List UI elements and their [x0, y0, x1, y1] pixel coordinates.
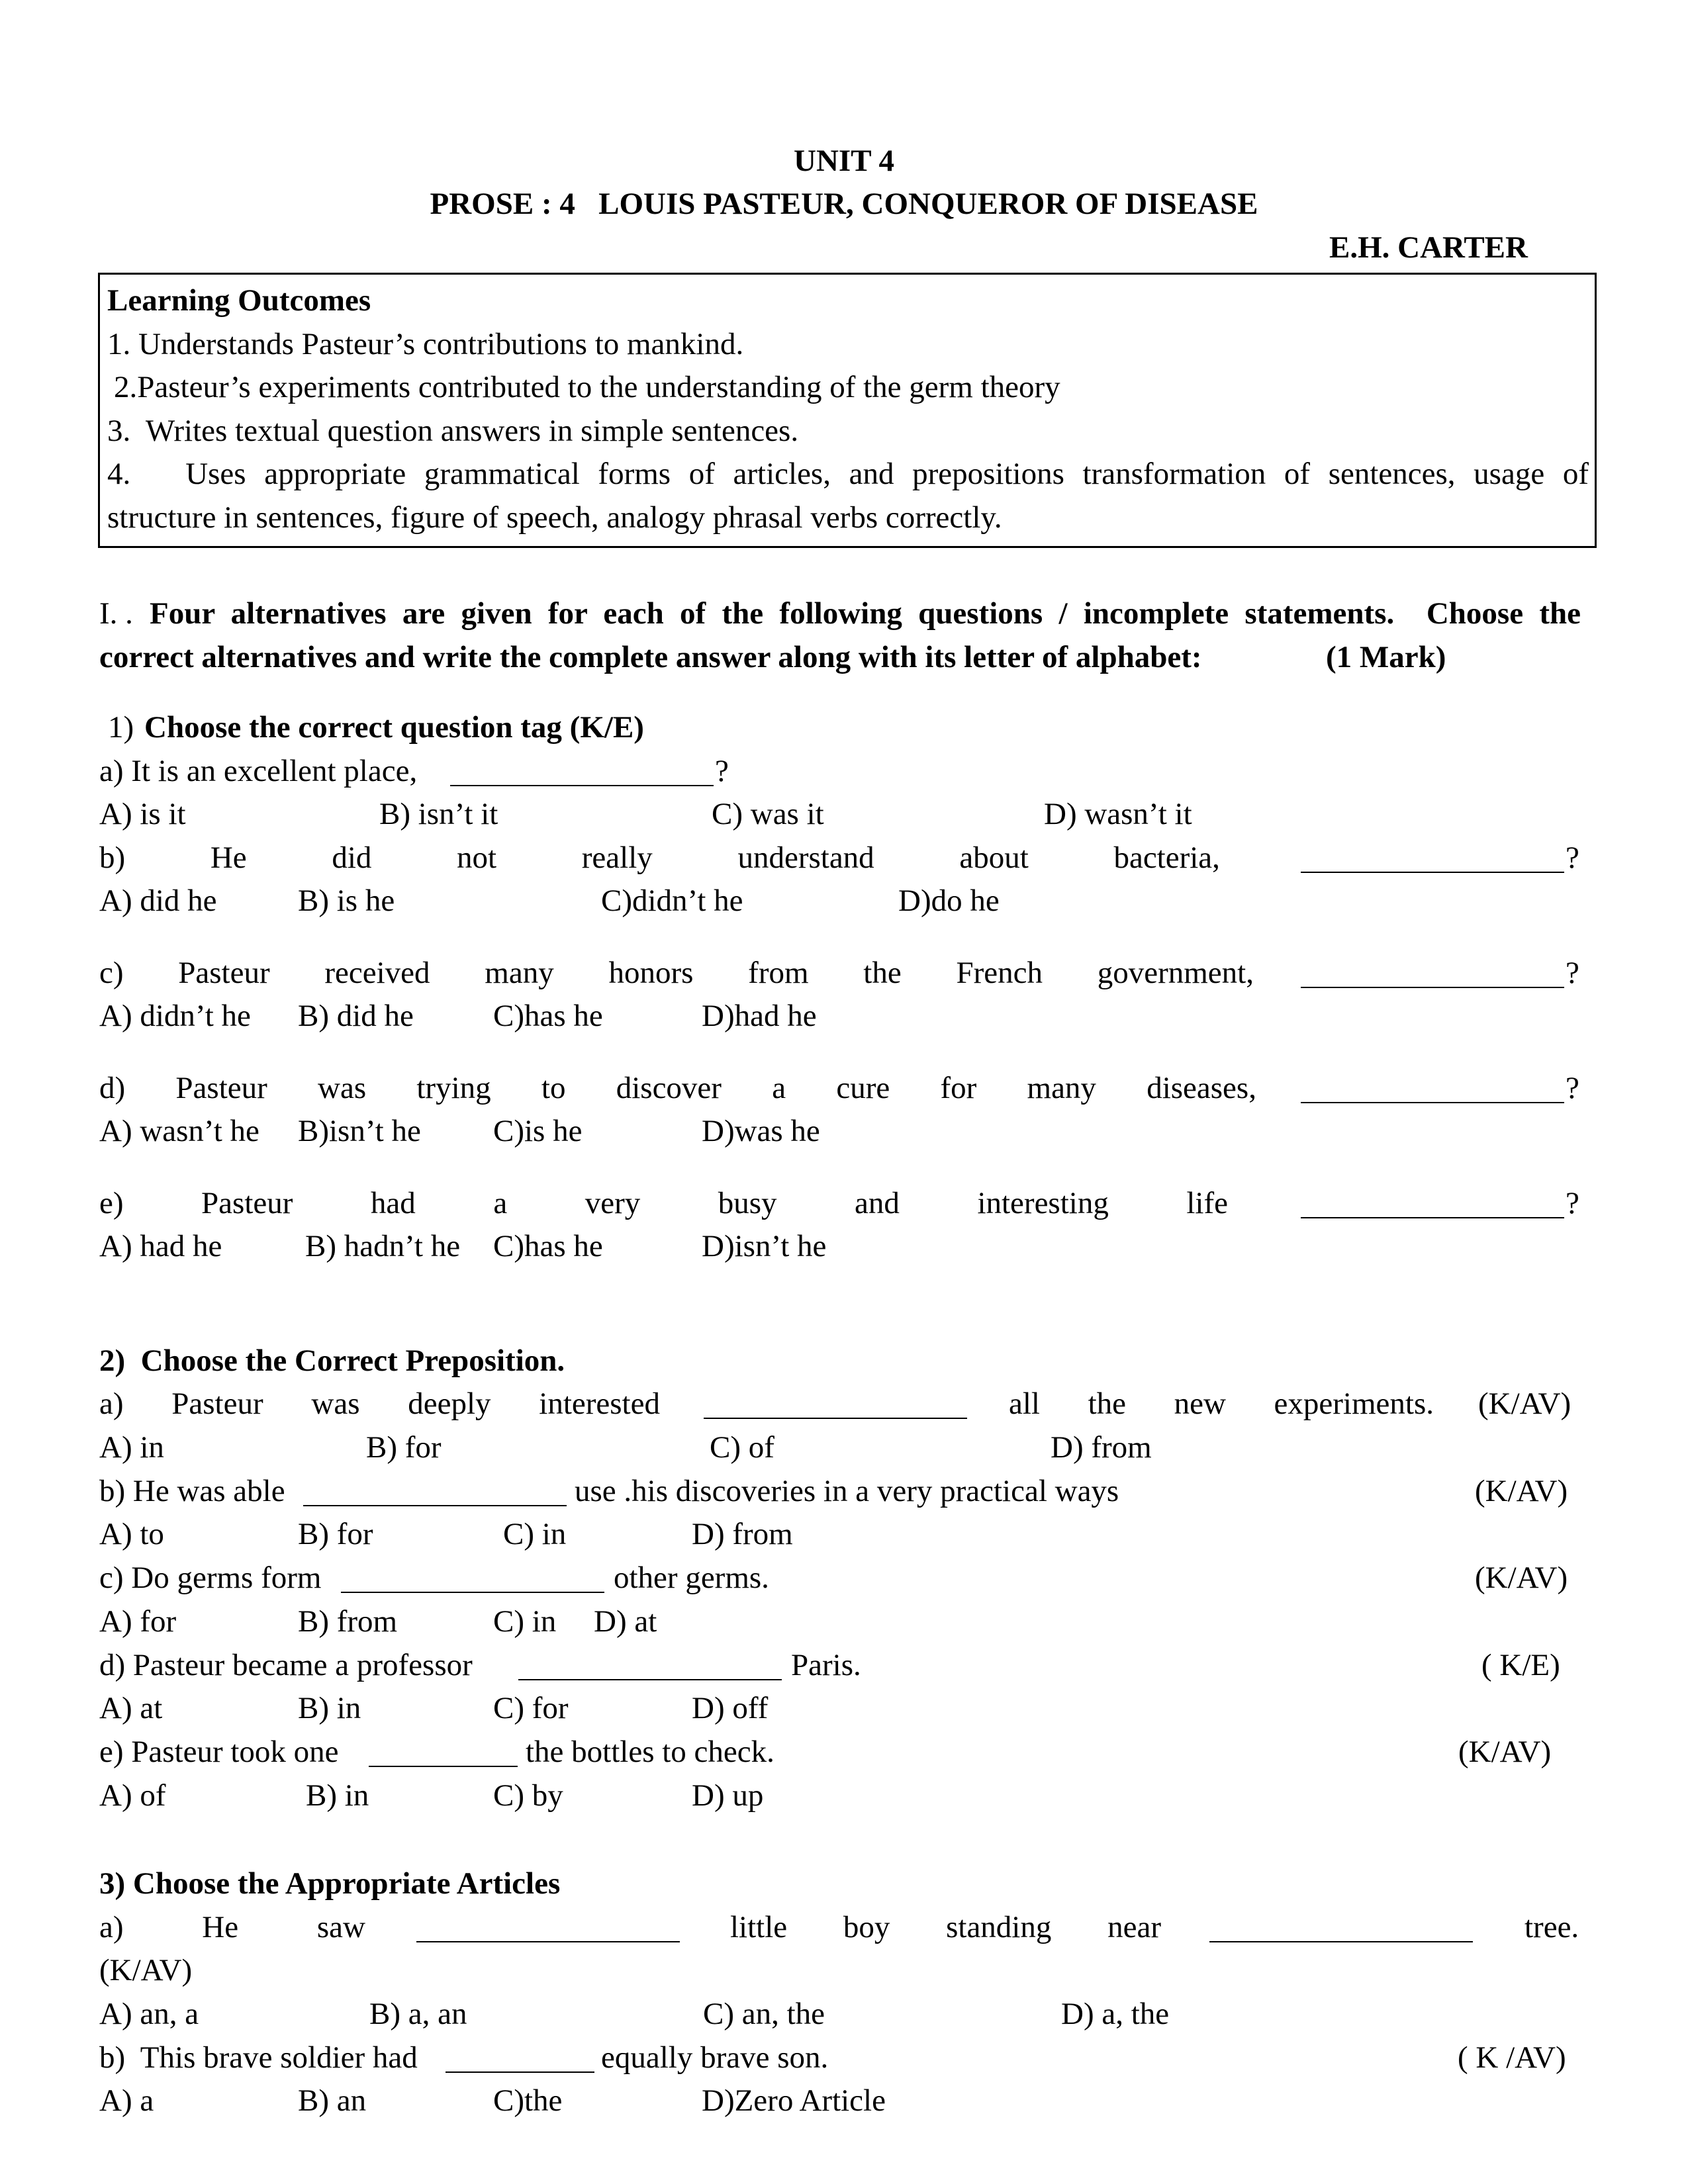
q1d-stem: d) Pasteur was trying to discover a cure for many diseases, [99, 1071, 1256, 1105]
q1b-stem: b) He did not really understand about bacteria, [99, 841, 1220, 875]
q1e-question-mark: ? [1566, 1186, 1579, 1220]
q2d-option-d: D) off [692, 1691, 769, 1725]
q2e-tag: (K/AV) [1458, 1735, 1552, 1769]
q2d-option-c: C) for [493, 1691, 569, 1725]
q1b-option-c: C)didn’t he [601, 884, 743, 918]
q1a-question-mark: ? [715, 754, 729, 788]
q2b-option-a: A) to [99, 1517, 164, 1551]
q2e-option-c: C) by [493, 1778, 563, 1813]
outcome-2: 2.Pasteur’s experiments contributed to the understanding of the germ theory [114, 370, 1060, 404]
q3a-stem-middle: little boy standing near [730, 1910, 1161, 1944]
q1a-stem: a) It is an excellent place, [99, 754, 418, 788]
q2d-stem: d) Pasteur became a professor [99, 1648, 473, 1682]
outcome-1: 1. Understands Pasteur’s contributions to mankind. [107, 327, 744, 361]
q2a-answer-blank[interactable] [704, 1418, 967, 1419]
q1a-option-c: C) was it [712, 797, 824, 831]
outcome-3: 3. Writes textual question answers in simple sentences. [107, 414, 799, 448]
q1d-option-b: B)isn’t he [298, 1114, 421, 1148]
q2c-option-a: A) for [99, 1604, 177, 1639]
q1-heading: Choose the correct question tag (K/E) [144, 710, 644, 745]
q2b-option-c: C) in [503, 1517, 567, 1551]
q2e-stem: e) Pasteur took one [99, 1735, 339, 1769]
q3a-option-a: A) an, a [99, 1997, 199, 2031]
q2c-option-b: B) from [298, 1604, 398, 1639]
q3a-option-d: D) a, the [1061, 1997, 1170, 2031]
q2e-option-b: B) in [306, 1778, 369, 1813]
q1b-question-mark: ? [1566, 841, 1579, 875]
section-1-marks: (1 Mark) [1326, 640, 1446, 674]
q2d-tag: ( K/E) [1481, 1648, 1560, 1682]
q1c-option-d: D)had he [702, 999, 817, 1033]
learning-outcomes-heading: Learning Outcomes [107, 283, 371, 318]
q2d-option-b: B) in [298, 1691, 361, 1725]
q2b-after: use .his discoveries in a very practical ways [575, 1474, 1119, 1508]
page-title: PROSE : 4 LOUIS PASTEUR, CONQUEROR OF DISEASE [430, 187, 1258, 221]
q2a-tag: (K/AV) [1478, 1387, 1571, 1421]
q1c-option-a: A) didn’t he [99, 999, 251, 1033]
q2d-after: Paris. [791, 1648, 861, 1682]
q1b-answer-blank[interactable] [1301, 872, 1564, 873]
q3a-option-c: C) an, the [703, 1997, 825, 2031]
q1b-option-d: D)do he [898, 884, 1000, 918]
section-1-instruction-line-2: correct alternatives and write the complete answer along with its letter of alphabet: [99, 640, 1202, 674]
section-1-instruction-line-1: Four alternatives are given for each of the following questions / incomplete statements. Choose the [150, 596, 1581, 631]
q2c-tag: (K/AV) [1475, 1561, 1568, 1595]
q1d-option-a: A) wasn’t he [99, 1114, 259, 1148]
q1c-option-b: B) did he [298, 999, 414, 1033]
q2-heading: 2) Choose the Correct Preposition. [99, 1343, 565, 1378]
q3b-option-c: C)the [493, 2083, 563, 2118]
q2d-answer-blank[interactable] [518, 1679, 782, 1680]
q2b-stem: b) He was able [99, 1474, 285, 1508]
q2b-tag: (K/AV) [1475, 1474, 1568, 1508]
q1a-option-b: B) isn’t it [379, 797, 498, 831]
q1a-option-d: D) wasn’t it [1044, 797, 1192, 831]
q3a-stem-start: a) He saw [99, 1910, 365, 1944]
q1c-answer-blank[interactable] [1301, 987, 1564, 988]
q1e-answer-blank[interactable] [1301, 1217, 1564, 1218]
q2c-after: other germs. [614, 1561, 769, 1595]
author: E.H. CARTER [1329, 230, 1528, 265]
q2a-option-d: D) from [1051, 1430, 1152, 1465]
q3a-answer-blank-2[interactable] [1209, 1941, 1473, 1942]
q3b-option-d: D)Zero Article [702, 2083, 886, 2118]
q1e-option-b: B) hadn’t he [305, 1229, 461, 1263]
q1d-option-d: D)was he [702, 1114, 820, 1148]
outcome-4-continued: structure in sentences, figure of speech, analogy phrasal verbs correctly. [107, 500, 1002, 535]
q3b-option-b: B) an [298, 2083, 367, 2118]
q1c-question-mark: ? [1566, 956, 1579, 990]
q2b-option-d: D) from [692, 1517, 793, 1551]
q3b-tag: ( K /AV) [1458, 2040, 1566, 2075]
q2c-option-c: C) in [493, 1604, 557, 1639]
q2c-stem: c) Do germs form [99, 1561, 322, 1595]
q2d-option-a: A) at [99, 1691, 163, 1725]
q2a-option-b: B) for [366, 1430, 442, 1465]
q2e-answer-blank[interactable] [369, 1766, 518, 1767]
q2a-stem-start: a) Pasteur was deeply interested [99, 1387, 660, 1421]
q2e-option-d: D) up [692, 1778, 764, 1813]
section-1-prefix: I. . [99, 596, 141, 631]
q1b-option-a: A) did he [99, 884, 217, 918]
q1e-option-c: C)has he [493, 1229, 603, 1263]
q3a-tag: (K/AV) [99, 1953, 193, 1987]
q1a-answer-blank[interactable] [450, 785, 714, 786]
q3b-option-a: A) a [99, 2083, 154, 2118]
q2a-option-c: C) of [710, 1430, 774, 1465]
q2b-option-b: B) for [298, 1517, 373, 1551]
q1d-answer-blank[interactable] [1301, 1102, 1564, 1103]
q3a-option-b: B) a, an [369, 1997, 467, 2031]
q3-heading: 3) Choose the Appropriate Articles [99, 1866, 561, 1901]
q1a-option-a: A) is it [99, 797, 186, 831]
q3a-stem-end: tree. [1524, 1910, 1579, 1944]
q1b-option-b: B) is he [298, 884, 395, 918]
q1c-option-c: C)has he [493, 999, 603, 1033]
q1e-stem: e) Pasteur had a very busy and interesting life [99, 1186, 1228, 1220]
q1d-option-c: C)is he [493, 1114, 583, 1148]
q2a-stem-end: all the new experiments. [1009, 1387, 1434, 1421]
q2b-answer-blank[interactable] [303, 1505, 567, 1506]
outcome-4: 4. Uses appropriate grammatical forms of articles, and prepositions transformation of sentences, usage of [107, 457, 1589, 491]
q1d-question-mark: ? [1566, 1071, 1579, 1105]
q3b-answer-blank[interactable] [445, 2071, 594, 2073]
q2e-after: the bottles to check. [526, 1735, 774, 1769]
q2c-answer-blank[interactable] [341, 1592, 604, 1593]
q3b-after: equally brave son. [601, 2040, 829, 2075]
unit-heading: UNIT 4 [794, 144, 894, 178]
q2e-option-a: A) of [99, 1778, 166, 1813]
q3a-answer-blank-1[interactable] [416, 1941, 680, 1942]
q1e-option-a: A) had he [99, 1229, 222, 1263]
q2c-option-d: D) at [594, 1604, 657, 1639]
q1-number: 1) [108, 710, 142, 745]
q2a-option-a: A) in [99, 1430, 164, 1465]
q1c-stem: c) Pasteur received many honors from the French government, [99, 956, 1254, 990]
q3b-stem: b) This brave soldier had [99, 2040, 418, 2075]
q1e-option-d: D)isn’t he [702, 1229, 827, 1263]
